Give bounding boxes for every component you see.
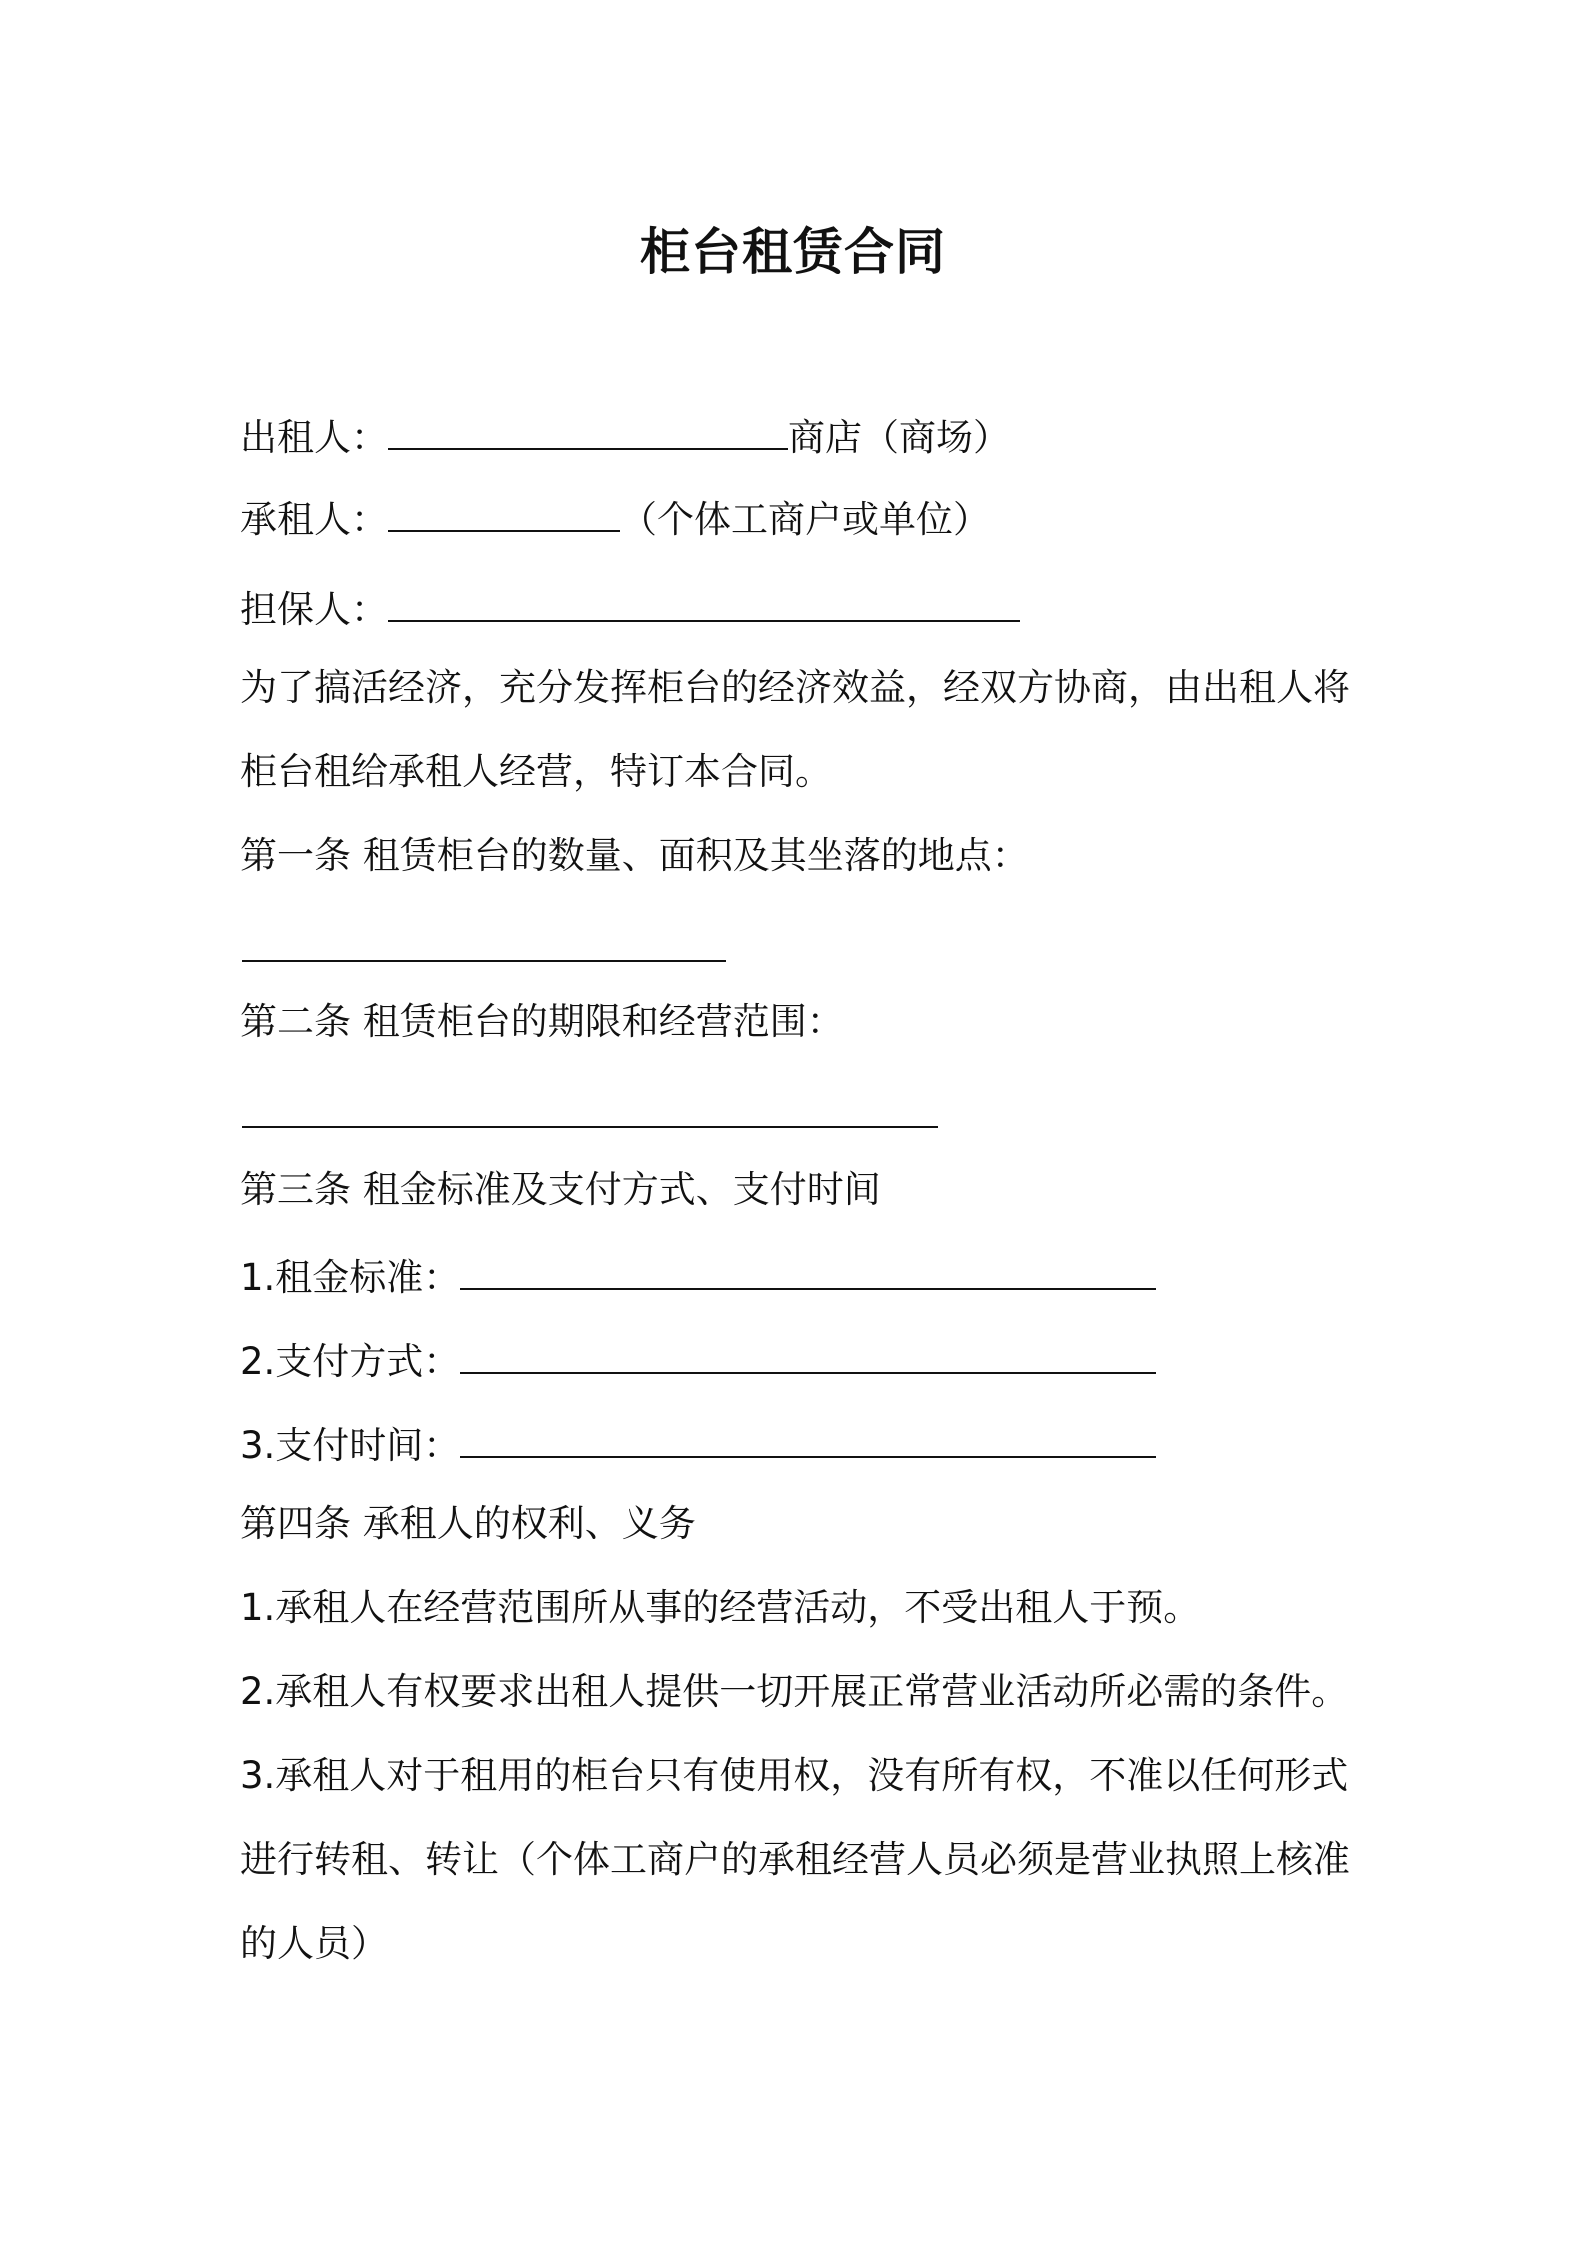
article4-heading: 第四条 承租人的权利、义务: [240, 1502, 696, 1545]
payment-method-blank[interactable]: [460, 1338, 1156, 1374]
payment-method-line: [240, 1338, 1156, 1384]
payment-time-blank[interactable]: [460, 1422, 1156, 1458]
rent-standard-line: [240, 1254, 1156, 1300]
article1-blank[interactable]: [242, 960, 726, 962]
payment-time-label: 3.支付时间：: [240, 1424, 461, 1467]
guarantor-label: 担保人：: [240, 588, 388, 631]
payment-method-label: 2.支付方式：: [240, 1340, 461, 1383]
article4-item: 1.承租人在经营范围所从事的经营活动，不受出租人于预。: [240, 1586, 1201, 1629]
lessee-label: 承租人：: [240, 498, 388, 541]
lessor-blank[interactable]: [388, 414, 788, 450]
article1-heading: 第一条 租赁柜台的数量、面积及其坐落的地点：: [240, 834, 1029, 877]
rent-standard-blank[interactable]: [460, 1254, 1156, 1290]
payment-time-line: [240, 1422, 1156, 1468]
preamble-line: 为了搞活经济，充分发挥柜台的经济效益，经双方协商，由出租人将: [240, 666, 1350, 709]
lessee-line: [240, 496, 990, 542]
lessee-blank[interactable]: [388, 496, 620, 532]
lessor-suffix: 商店（商场）: [788, 416, 1010, 459]
guarantor-line: [240, 586, 1020, 632]
lessor-label: 出租人：: [240, 416, 388, 459]
article2-heading: 第二条 租赁柜台的期限和经营范围：: [240, 1000, 844, 1043]
article2-blank[interactable]: [242, 1126, 938, 1128]
lessor-line: [240, 414, 1010, 460]
lessee-suffix: （个体工商户或单位）: [620, 498, 990, 541]
article4-item: 的人员）: [240, 1922, 388, 1965]
article4-item: 3.承租人对于租用的柜台只有使用权，没有所有权，不准以任何形式: [240, 1754, 1349, 1797]
document-title: 柜台租赁合同: [640, 223, 946, 281]
guarantor-blank[interactable]: [388, 586, 1020, 622]
article3-heading: 第三条 租金标准及支付方式、支付时间: [240, 1168, 881, 1211]
article4-item: 进行转租、转让（个体工商户的承租经营人员必须是营业执照上核准: [240, 1838, 1350, 1881]
article4-item: 2.承租人有权要求出租人提供一切开展正常营业活动所必需的条件。: [240, 1670, 1349, 1713]
preamble-line: 柜台租给承租人经营，特订本合同。: [240, 750, 832, 793]
rent-standard-label: 1.租金标准：: [240, 1256, 461, 1299]
